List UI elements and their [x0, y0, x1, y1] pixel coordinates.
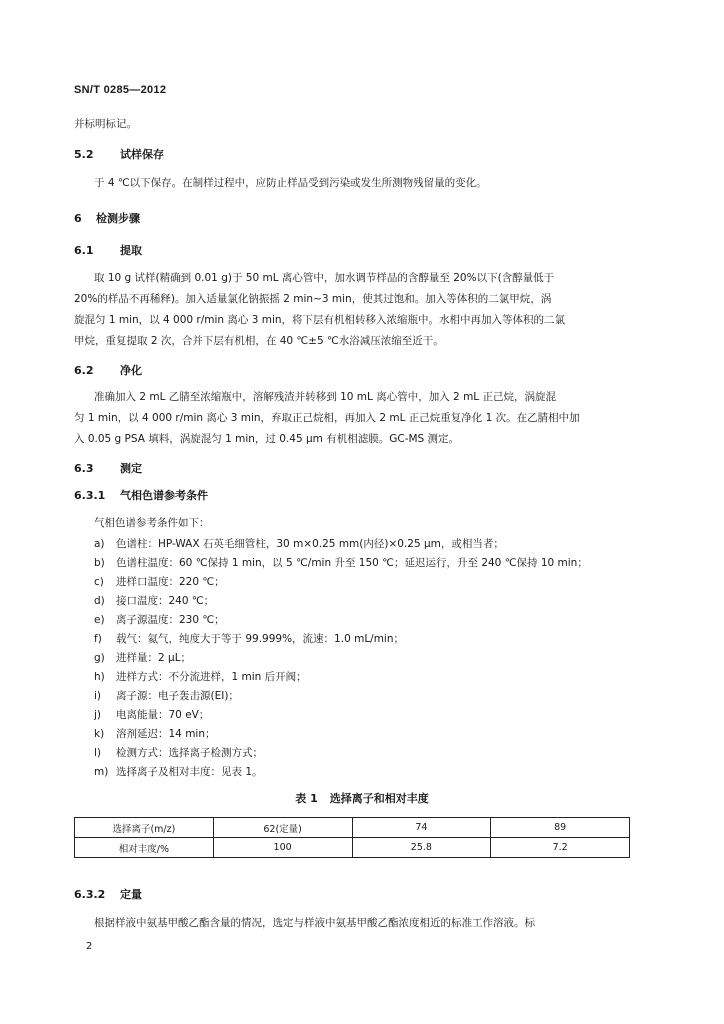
section-6-2-line-2: 匀 1 min，以 4 000 r/min 离心 3 min，弃取正己烷相，再加入 2 mL 正己烷重复净化 1 次。在乙腈相中加: [74, 412, 580, 424]
paragraph-continuation: 并标明标记。: [74, 118, 137, 130]
table-cell: 25.8: [352, 838, 491, 858]
section-6-1-line-4: 甲烷，重复提取 2 次，合并下层有机相，在 40 ℃±5 ℃水浴减压浓缩至近干。: [74, 335, 444, 347]
table-cell: 89: [491, 818, 630, 838]
table-cell: 74: [352, 818, 491, 838]
table-cell: 选择离子(m/z): [75, 818, 214, 838]
section-6-3-2-heading: 6.3.2 定量: [74, 888, 142, 901]
condition-item: k) 溶剂延迟：14 min；: [94, 728, 216, 740]
table-cell: 7.2: [491, 838, 630, 858]
section-6-3-1-heading: 6.3.1 气相色谱参考条件: [74, 489, 208, 502]
table-1-caption: 表 1 选择离子和相对丰度: [295, 792, 429, 805]
page-number: 2: [86, 941, 93, 952]
condition-item: h) 进样方式：不分流进样，1 min 后开阀；: [94, 671, 307, 683]
table-cell: 62(定量): [213, 818, 352, 838]
section-6-3-heading: 6.3 测定: [74, 462, 142, 475]
table-cell: 100: [213, 838, 352, 858]
section-6-1-line-3: 旋混匀 1 min，以 4 000 r/min 离心 3 min，将下层有机相转移入浓缩瓶中。水相中再加入等体积的二氯: [74, 314, 566, 326]
condition-item: l) 检测方式：选择离子检测方式；: [94, 747, 263, 759]
condition-item: i) 离子源：电子轰击源(EI)；: [94, 690, 239, 702]
section-6-2-line-1: 准确加入 2 mL 乙腈至浓缩瓶中，溶解残渣并转移到 10 mL 离心管中，加入 2 mL 正己烷，涡旋混: [94, 391, 556, 403]
section-6-2-heading: 6.2 净化: [74, 364, 142, 377]
section-5-2-heading: 5.2 试样保存: [74, 148, 164, 161]
condition-item: j) 电离能量：70 eV；: [94, 709, 210, 721]
condition-item: c) 进样口温度：220 ℃；: [94, 576, 225, 588]
condition-item: g) 进样量：2 μL；: [94, 652, 192, 664]
table-row: [75, 838, 630, 858]
condition-item: e) 离子源温度：230 ℃；: [94, 614, 225, 626]
condition-item: b) 色谱柱温度：60 ℃保持 1 min，以 5 ℃/min 升至 150 ℃；延迟运行，升至 240 ℃保持 10 min；: [94, 557, 588, 569]
section-6-heading: 6 检测步骤: [74, 212, 140, 225]
section-6-1-line-2: 20%的样品不再稀释)。加入适量氯化钠振摇 2 min~3 min，使其过饱和。加入等体积的二氯甲烷，涡: [74, 293, 552, 305]
condition-item: d) 接口温度：240 ℃；: [94, 595, 215, 607]
standard-code: SN/T 0285—2012: [74, 84, 167, 96]
table-row: [75, 818, 630, 838]
conditions-intro: 气相色谱参考条件如下：: [94, 517, 210, 529]
section-6-1-line-1: 取 10 g 试样(精确到 0.01 g)于 50 mL 离心管中，加水调节样品的含醇量至 20%以下(含醇量低于: [94, 272, 555, 284]
section-6-3-2-text: 根据样液中氨基甲酸乙酯含量的情况，选定与样液中氨基甲酸乙酯浓度相近的标准工作溶液。标: [94, 917, 535, 929]
section-5-2-text: 于 4 ℃以下保存。在制样过程中，应防止样品受到污染或发生所测物残留量的变化。: [94, 177, 487, 189]
table-cell: 相对丰度/%: [75, 838, 214, 858]
condition-item: m) 选择离子及相对丰度：见表 1。: [94, 766, 263, 778]
condition-item: a) 色谱柱：HP-WAX 石英毛细管柱，30 m×0.25 mm(内径)×0.25 μm，或相当者；: [94, 538, 504, 550]
table-1: [74, 817, 630, 858]
section-6-2-line-3: 入 0.05 g PSA 填料，涡旋混匀 1 min，过 0.45 μm 有机相滤膜。GC-MS 测定。: [74, 433, 460, 445]
section-6-1-heading: 6.1 提取: [74, 244, 142, 257]
condition-item: f) 载气：氦气，纯度大于等于 99.999%，流速：1.0 mL/min；: [94, 633, 405, 645]
